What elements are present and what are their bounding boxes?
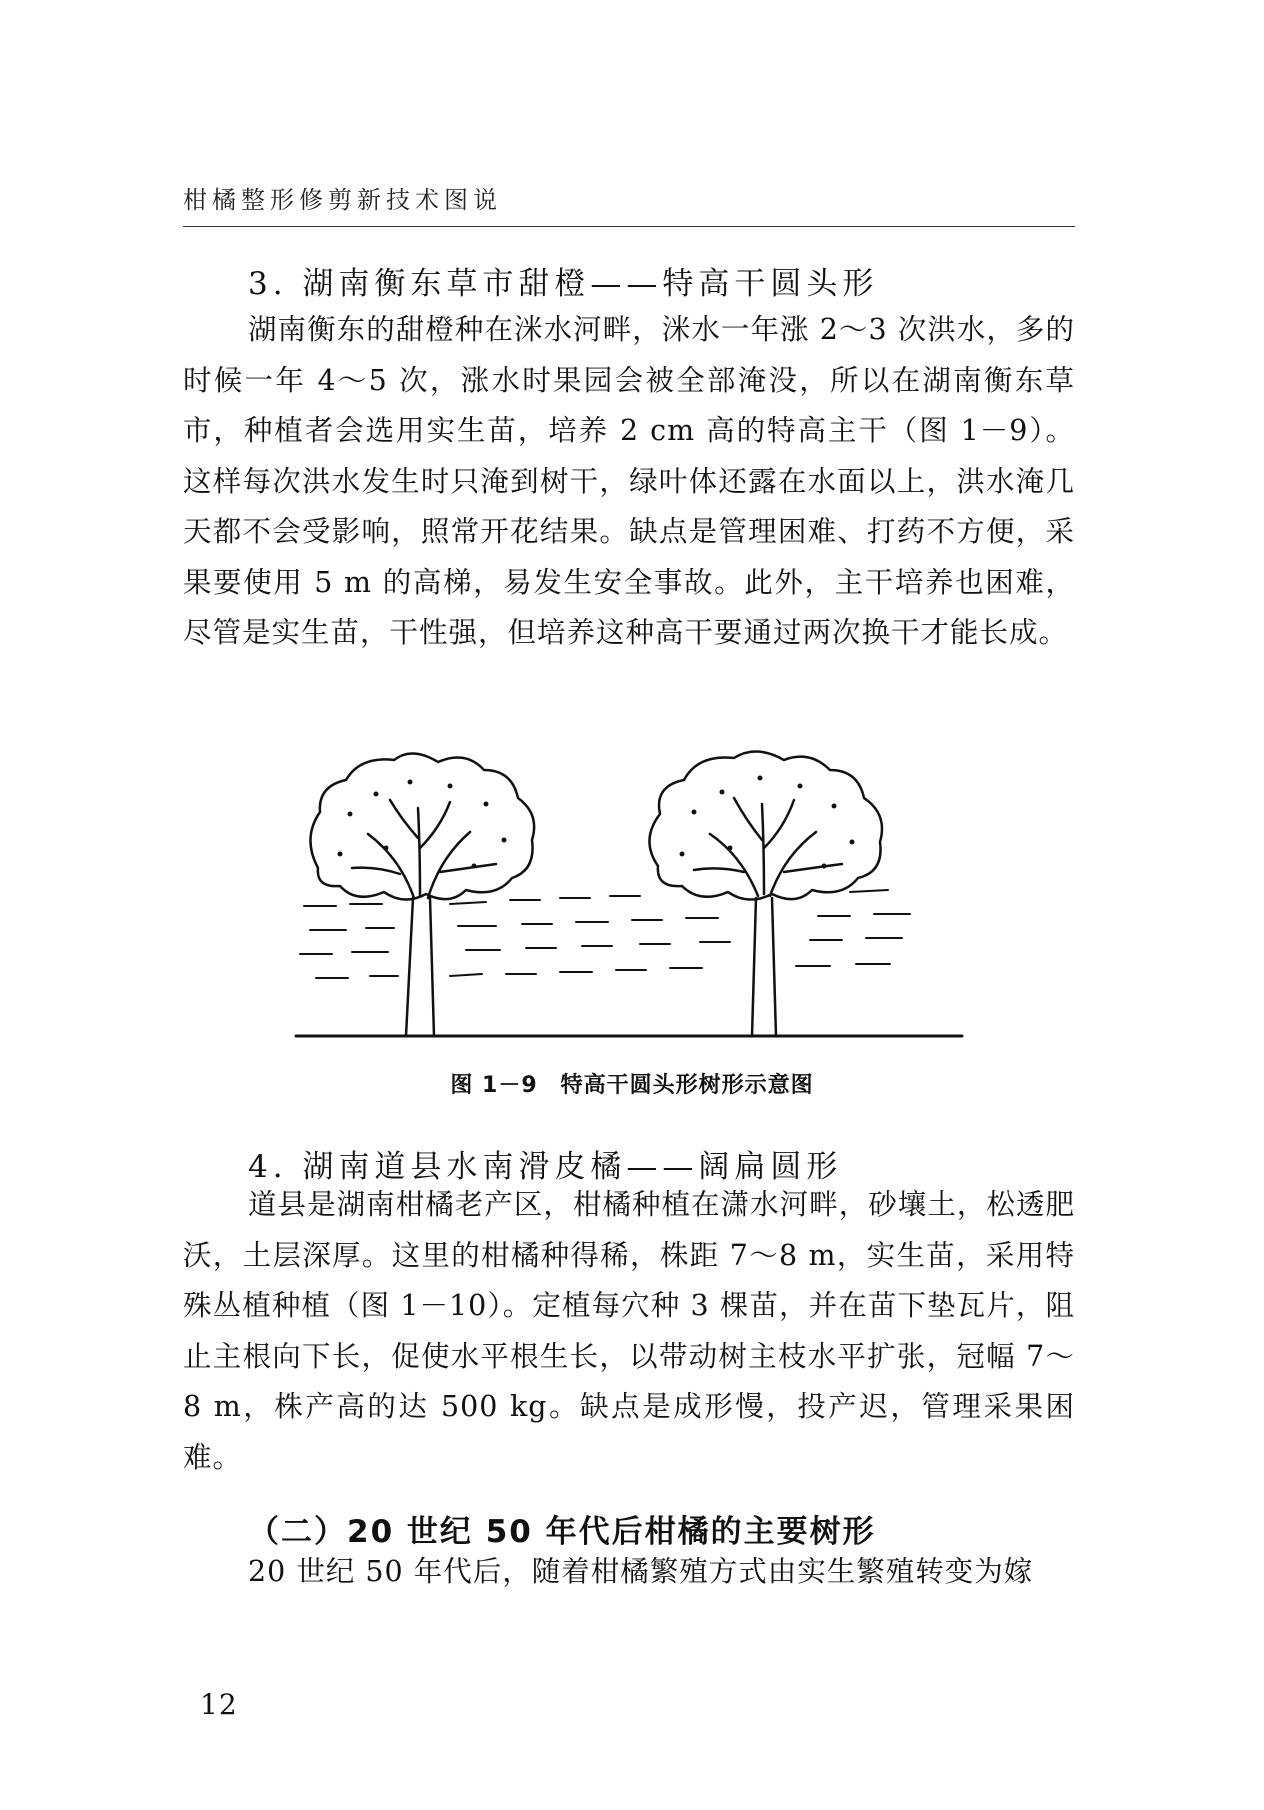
- running-head: 柑橘整形修剪新技术图说: [183, 186, 502, 214]
- figure-1-9: [290, 748, 980, 1052]
- figure-caption: 图 1－9 特高干圆头形树形示意图: [450, 1073, 814, 1098]
- tree-illustration: [290, 748, 980, 1048]
- section-3-paragraph: 湖南衡东的甜橙种在洣水河畔，洣水一年涨 2～3 次洪水，多的时候一年 4～5 次，涨水时果园会被全部淹没，所以在湖南衡东草市，种植者会选用实生苗，培养 2 cm 高的特高主干（图 1－9）。这样每次洪水发生时只淹到树干，绿叶体还露在水面以上，洪水淹几天都不会受影响，照常开花结果。缺点是管理困难、打药不方便，采果要使用 5 m 的高梯，易发生安全事故。此外，主干培养也困难，尽管是实生苗，干性强，但培养这种高干要通过两次换干才能长成。: [183, 313, 1075, 649]
- header-rule: [183, 226, 1075, 227]
- section-4-paragraph: 道县是湖南柑橘老产区，柑橘种植在潇水河畔，砂壤土，松透肥沃，土层深厚。这里的柑橘种得稀，株距 7～8 m，实生苗，采用特殊丛植种植（图 1－10）。定植每穴种 3 棵苗，并在苗下垫瓦片，阻止主根向下长，促使水平根生长，以带动树主枝水平扩张，冠幅 7～8 m，株产高的达 500 kg。缺点是成形慢，投产迟，管理采果困难。: [183, 1188, 1075, 1474]
- page-number: 12: [200, 1688, 238, 1721]
- section-3-heading: 3. 湖南衡东草市甜橙——特高干圆头形: [248, 266, 879, 302]
- subsection-heading: （二）20 世纪 50 年代后柑橘的主要树形: [248, 1514, 876, 1550]
- section-4-heading: 4. 湖南道县水南滑皮橘——阔扁圆形: [248, 1149, 843, 1185]
- subsection-paragraph: 20 世纪 50 年代后，随着柑橘繁殖方式由实生繁殖转变为嫁: [248, 1555, 1034, 1588]
